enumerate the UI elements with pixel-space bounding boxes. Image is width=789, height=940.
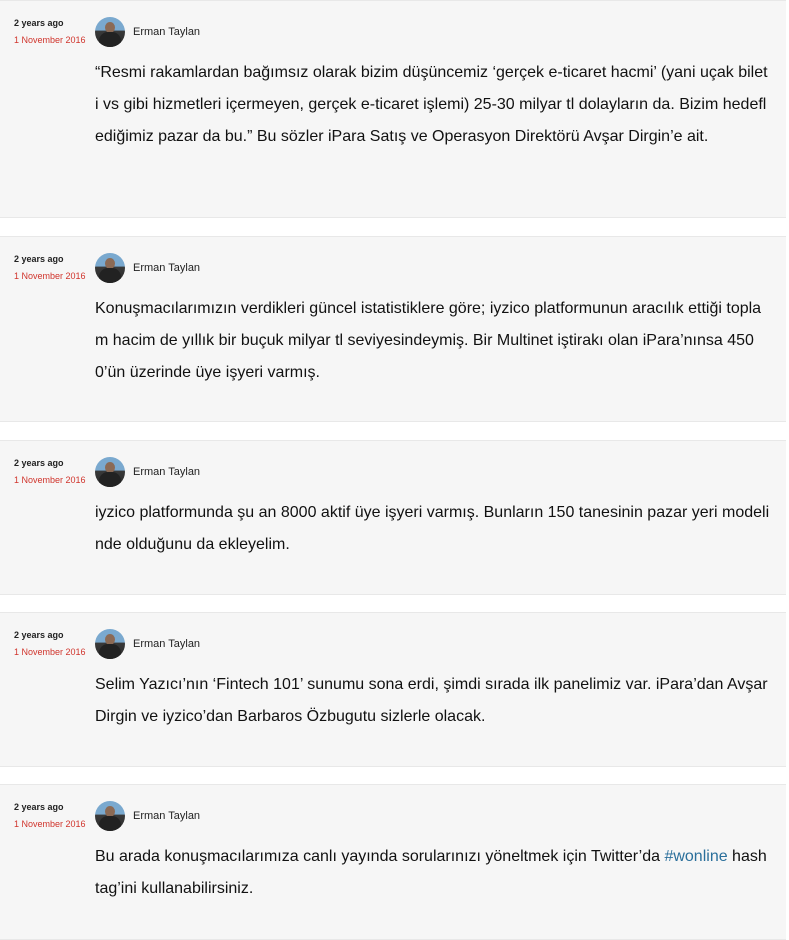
- post-date[interactable]: 1 November 2016: [14, 35, 86, 45]
- avatar: [95, 17, 125, 47]
- post-meta: [14, 801, 94, 830]
- live-post: [0, 0, 786, 218]
- post-meta: [14, 17, 94, 46]
- author-name: Erman Taylan: [133, 466, 201, 478]
- post-text-after: hashtag’ini kullanabilirsiniz.: [95, 848, 767, 897]
- post-meta: [14, 629, 94, 658]
- post-date[interactable]: 1 November 2016: [14, 475, 86, 485]
- author-name: Erman Taylan: [133, 810, 201, 822]
- live-post: [0, 440, 786, 595]
- relative-time: 2 years ago: [14, 458, 64, 468]
- avatar: [95, 801, 125, 831]
- author-info: [95, 629, 200, 659]
- relative-time: 2 years ago: [14, 254, 64, 264]
- avatar: [95, 629, 125, 659]
- avatar: [95, 253, 125, 283]
- post-text: Konuşmacılarımızın verdikleri güncel istatistiklere göre; iyzico platformunun aracılık ettiği toplam hacim de yıllık bir buçuk milyar tl seviyesindeymiş. Bir Multinet iştirakı olan iPara’nınsa 4500’ün üzerinde üye işyeri varmış.: [95, 300, 762, 381]
- relative-time: 2 years ago: [14, 18, 64, 28]
- live-post: [0, 236, 786, 422]
- relative-time: 2 years ago: [14, 630, 64, 640]
- post-text: [95, 841, 770, 905]
- author-info: [95, 253, 200, 283]
- author-name: Erman Taylan: [133, 638, 201, 650]
- hashtag-link[interactable]: #wonline: [664, 848, 728, 865]
- post-text-before: Bu arada konuşmacılarımıza canlı yayında sorularınızı yöneltmek için Twitter’da: [95, 848, 665, 865]
- author-info: [95, 801, 200, 831]
- avatar: [95, 457, 125, 487]
- post-date[interactable]: 1 November 2016: [14, 647, 86, 657]
- author-info: [95, 457, 200, 487]
- author-info: [95, 17, 200, 47]
- live-post: [0, 784, 786, 940]
- live-post: [0, 612, 786, 767]
- author-name: Erman Taylan: [133, 262, 201, 274]
- post-date[interactable]: 1 November 2016: [14, 271, 86, 281]
- post-meta: [14, 253, 94, 282]
- author-name: Erman Taylan: [133, 26, 201, 38]
- post-meta: [14, 457, 94, 486]
- post-text: Selim Yazıcı’nın ‘Fintech 101’ sunumu sona erdi, şimdi sırada ilk panelimiz var. iPara’dan Avşar Dirgin ve iyzico’dan Barbaros Özbugutu sizlerle olacak.: [95, 676, 768, 725]
- relative-time: 2 years ago: [14, 802, 64, 812]
- post-text: “Resmi rakamlardan bağımsız olarak bizim düşüncemiz ‘gerçek e-ticaret hacmi’ (yani uçak bileti vs gibi hizmetleri içermeyen, gerçek e-ticaret işlemi) 25-30 milyar tl dolayların da. Bizim hedeflediğimiz pazar da bu.” Bu sözler iPara Satış ve Operasyon Direktörü Avşar Dirgin’e ait.: [95, 64, 768, 145]
- post-text: iyzico platformunda şu an 8000 aktif üye işyeri varmış. Bunların 150 tanesinin pazar yeri modelinde olduğunu da ekleyelim.: [95, 504, 770, 553]
- post-date[interactable]: 1 November 2016: [14, 819, 86, 829]
